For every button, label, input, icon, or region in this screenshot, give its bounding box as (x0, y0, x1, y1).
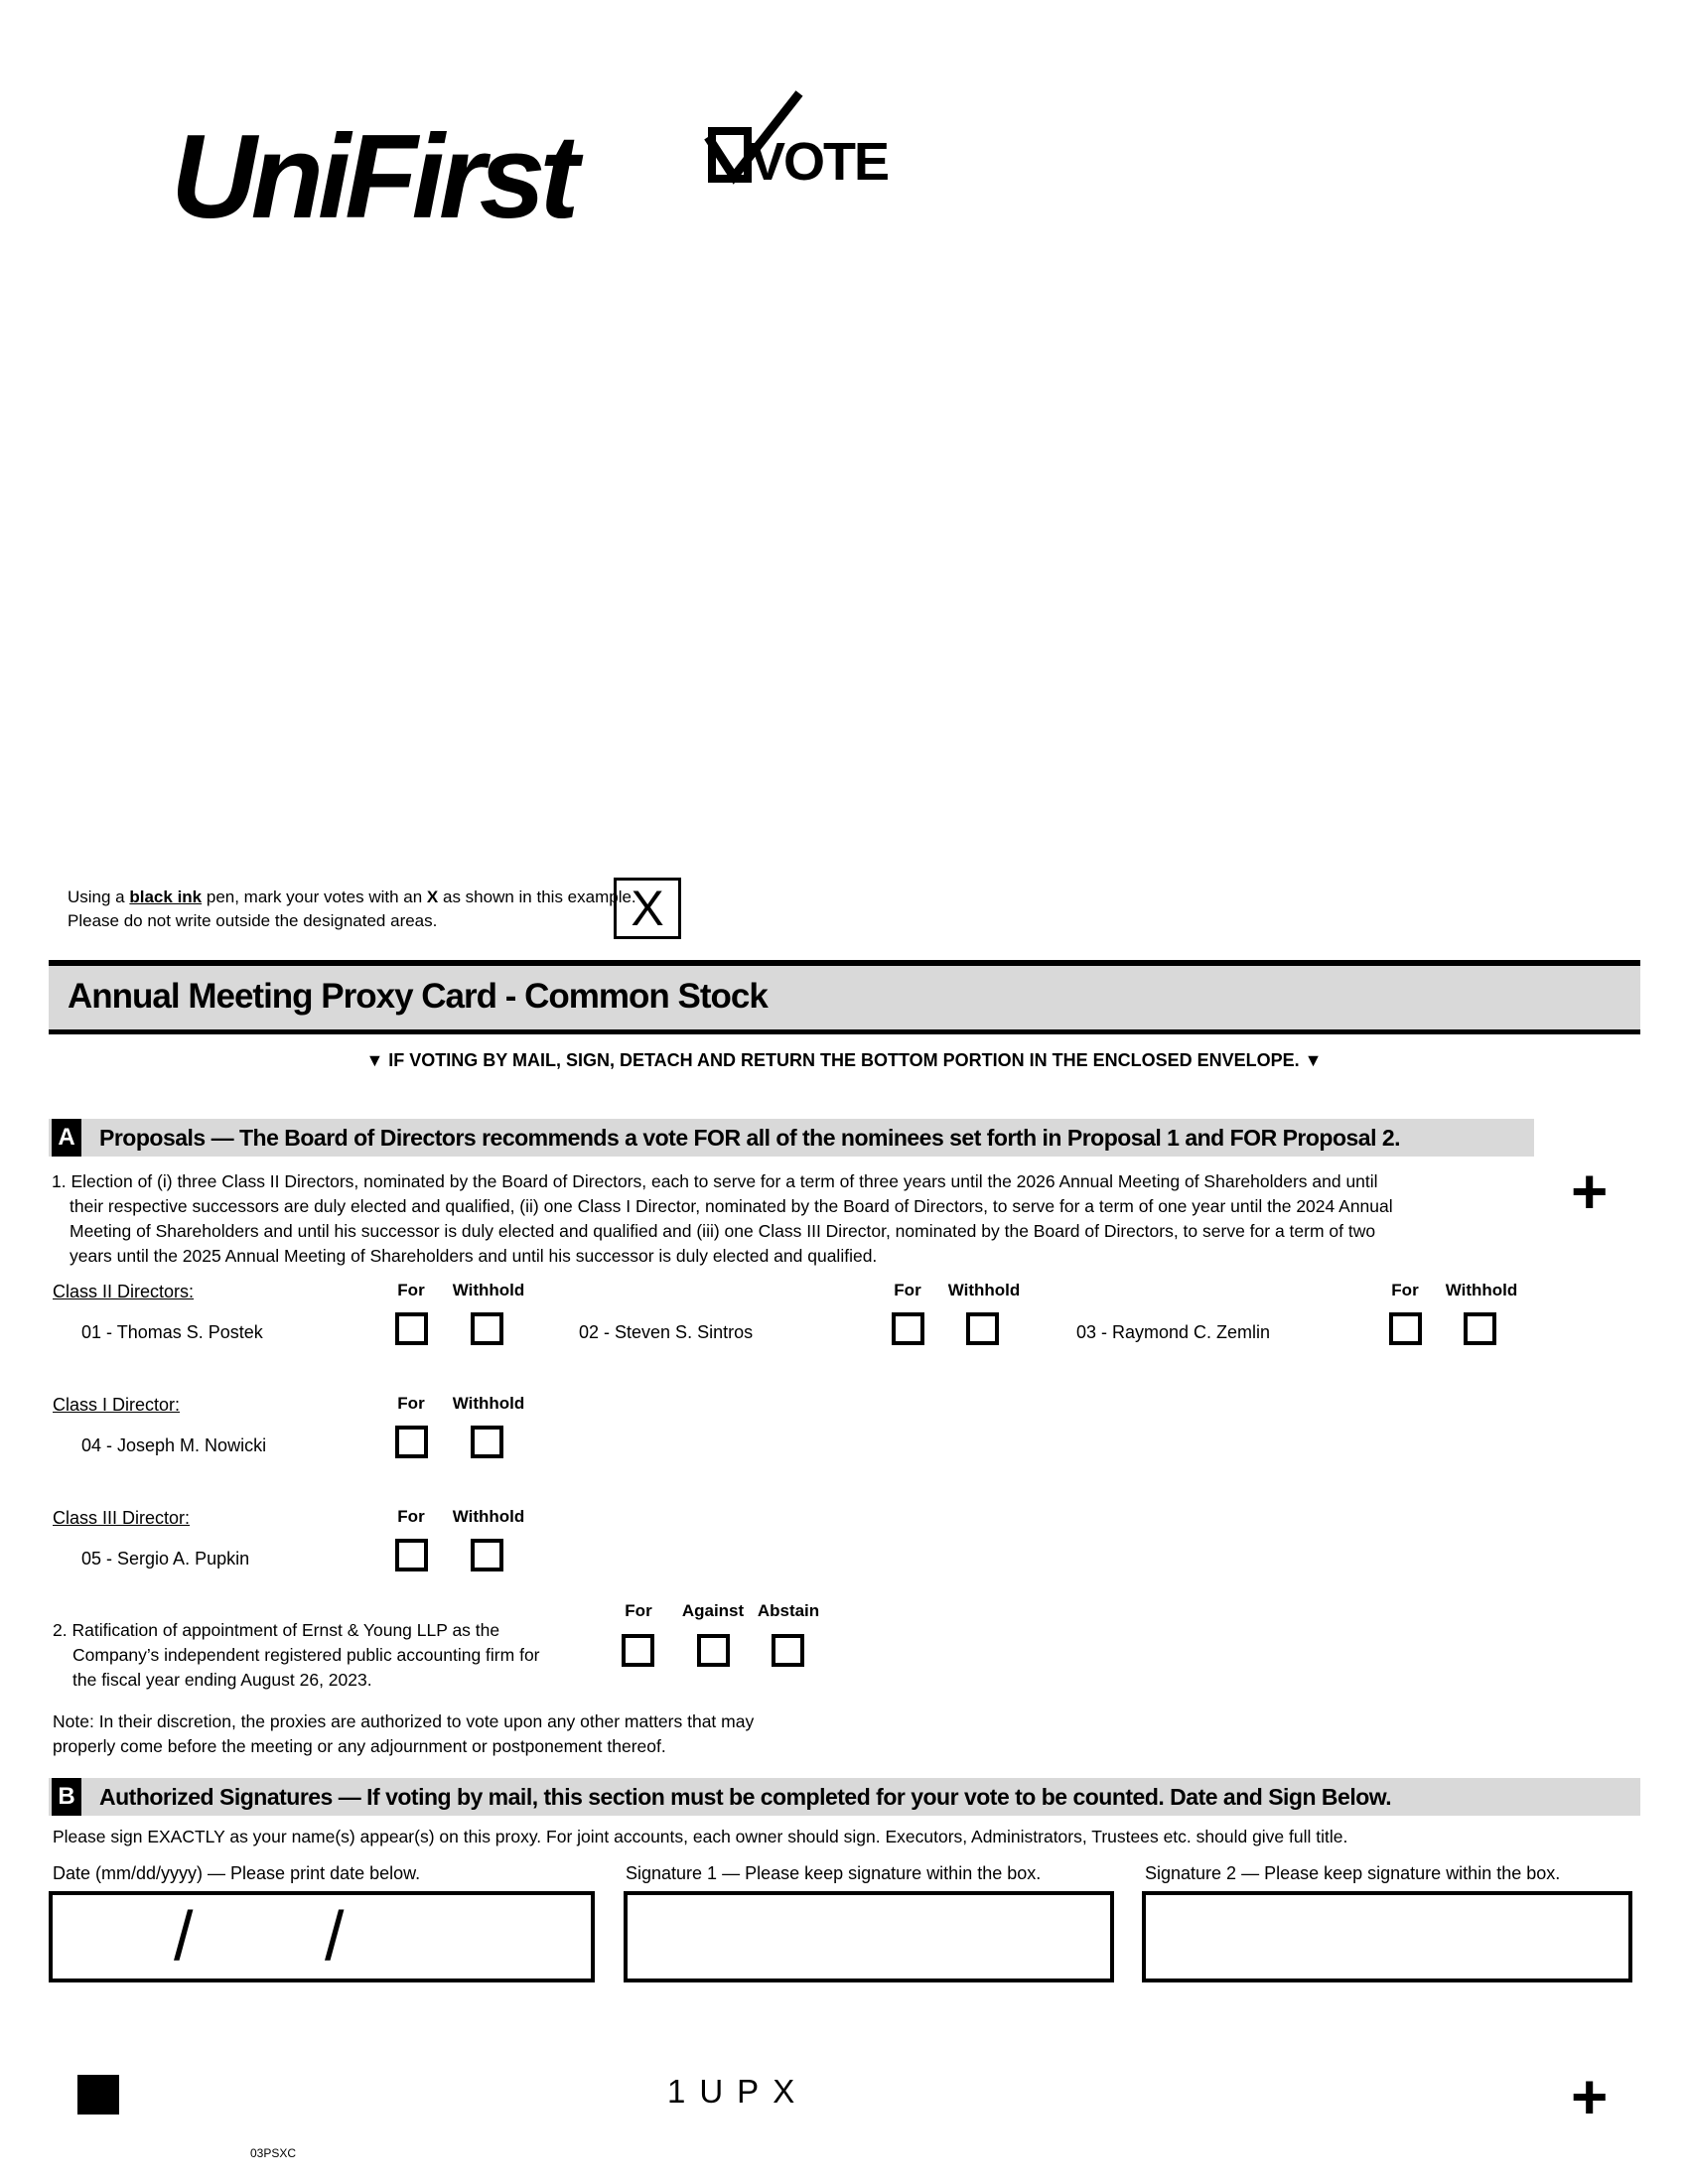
col-for-header: For (397, 1507, 425, 1526)
col-for-header: For (397, 1394, 425, 1413)
card-title: Annual Meeting Proxy Card - Common Stock (68, 977, 768, 1016)
date-label: Date (mm/dd/yyyy) — Please print date below. (53, 1863, 421, 1883)
date-separator-2: / (325, 1897, 345, 1975)
date-field[interactable] (49, 1891, 595, 1982)
signature-2-field[interactable] (1142, 1891, 1632, 1982)
col-withhold-header: Withhold (452, 1281, 525, 1299)
col-withhold-header: Withhold (452, 1507, 525, 1526)
nominee-04-for-checkbox[interactable] (395, 1426, 428, 1458)
class-2-label: Class II Directors: (53, 1282, 195, 1301)
nominee-05: 05 - Sergio A. Pupkin (81, 1549, 250, 1569)
nominee-05-for-checkbox[interactable] (395, 1539, 428, 1571)
signature-1-field[interactable] (624, 1891, 1114, 1982)
section-a-title: Proposals — The Board of Directors recommends a vote FOR all of the nominees set forth in Proposal 1 and FOR Proposal 2. (99, 1125, 1401, 1151)
nominee-02-withhold-checkbox[interactable] (966, 1312, 999, 1345)
example-mark-box: X (614, 878, 681, 939)
col-for-header: For (1391, 1281, 1419, 1299)
title-rule-bottom (49, 1029, 1640, 1034)
discretion-note: Note: In their discretion, the proxies are authorized to vote upon any other matters that may properly come before the meeting or any adjournment or postponement thereof. (53, 1711, 755, 1756)
nominee-01: 01 - Thomas S. Postek (81, 1322, 263, 1342)
vote-logo-text: VOTE (750, 132, 889, 192)
plus-mark-bottom: + (1571, 2061, 1609, 2132)
nominee-04-withhold-checkbox[interactable] (471, 1426, 503, 1458)
marking-instructions: Using a black ink pen, mark your votes with an X as shown in this example. Please do not write outside the designated areas. (68, 887, 636, 930)
nominee-04: 04 - Joseph M. Nowicki (81, 1435, 267, 1455)
section-b-title: Authorized Signatures — If voting by mail, this section must be completed for your vote to be counted. Date and Sign Below. (99, 1784, 1392, 1810)
p2-abstain-header: Abstain (757, 1601, 820, 1620)
signature-instruction: Please sign EXACTLY as your name(s) appear(s) on this proxy. For joint accounts, each owner should sign. Executors, Administrators, Trustees etc. should give full title. (53, 1827, 1348, 1846)
nominee-03: 03 - Raymond C. Zemlin (1076, 1322, 1271, 1342)
date-separator-1: / (174, 1897, 194, 1975)
p2-for-header: For (625, 1601, 652, 1620)
nominee-01-for-checkbox[interactable] (395, 1312, 428, 1345)
section-b-letter: B (52, 1778, 81, 1816)
nominee-03-for-checkbox[interactable] (1389, 1312, 1422, 1345)
proposal-2-against-checkbox[interactable] (697, 1634, 730, 1667)
nominee-01-withhold-checkbox[interactable] (471, 1312, 503, 1345)
class-1-label: Class I Director: (53, 1395, 181, 1415)
unifirst-logo: UniFirst (171, 110, 574, 243)
nominee-03-withhold-checkbox[interactable] (1464, 1312, 1496, 1345)
nominee-02-for-checkbox[interactable] (892, 1312, 924, 1345)
proposal-2-for-checkbox[interactable] (622, 1634, 654, 1667)
signature-1-label: Signature 1 — Please keep signature within the box. (626, 1863, 1042, 1883)
form-code: 1UPX (667, 2073, 809, 2110)
col-for-header: For (397, 1281, 425, 1299)
p2-against-header: Against (681, 1601, 745, 1620)
proposal-2-text: 2. Ratification of appointment of Ernst & Young LLP as the Company’s independent registered public accounting firm for the fiscal year ending August 26, 2023. (53, 1620, 540, 1690)
small-form-code: 03PSXC (250, 2146, 297, 2160)
class-3-label: Class III Director: (53, 1508, 191, 1528)
plus-mark-top: + (1571, 1156, 1609, 1227)
nominee-05-withhold-checkbox[interactable] (471, 1539, 503, 1571)
section-a-letter: A (52, 1119, 81, 1157)
signature-2-label: Signature 2 — Please keep signature within the box. (1145, 1863, 1561, 1883)
proposal-2-abstain-checkbox[interactable] (772, 1634, 804, 1667)
col-withhold-header: Withhold (947, 1281, 1021, 1299)
nominee-02: 02 - Steven S. Sintros (579, 1322, 754, 1342)
col-withhold-header: Withhold (452, 1394, 525, 1413)
col-withhold-header: Withhold (1445, 1281, 1518, 1299)
mail-instruction: ▼ IF VOTING BY MAIL, SIGN, DETACH AND RETURN THE BOTTOM PORTION IN THE ENCLOSED ENVELOPE. ▼ (365, 1050, 1323, 1070)
col-for-header: For (894, 1281, 921, 1299)
proposal-1-text: 1. Election of (i) three Class II Directors, nominated by the Board of Directors, each to serve for a term of three years until the 2026 Annual Meeting of Shareholders and until their respective successors are duly elected and qualified, (ii) one Class I Director, nominated by the Board of Directors, to serve for a term of one year until the 2024 Annual Meeting of Shareholders and until his successor is duly elected and qualified and (iii) one Class III Director, nominated by the Board of Directors, to serve for a term of two years until the 2025 Annual Meeting of Shareholders and until his successor is duly elected and qualified. (52, 1171, 1393, 1266)
registration-mark-square (77, 2075, 119, 2115)
